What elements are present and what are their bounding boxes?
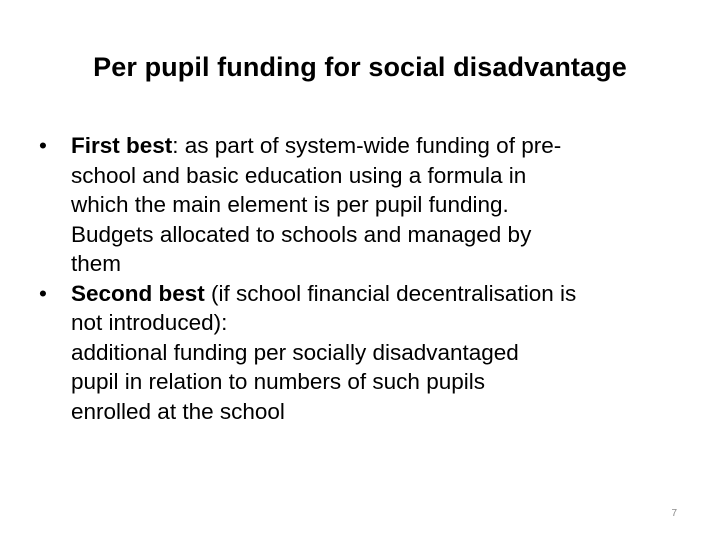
bullet-line [71, 279, 696, 309]
bullet-line: not introduced): [71, 310, 228, 335]
bullet-icon: • [39, 280, 47, 306]
bullet-line: school and basic education using a formula in [71, 162, 527, 188]
bullet-line: additional funding per socially disadvantaged [71, 339, 519, 365]
bullet-text: : as part of system-wide funding of pre- [172, 133, 562, 158]
bullet-line: pupil in relation to numbers of such pupils [71, 369, 485, 394]
bullet-item-second-best [36, 279, 696, 427]
bullet-lead: Second best [71, 280, 205, 306]
bullet-line [71, 131, 696, 161]
bullet-line: enrolled at the school [71, 398, 285, 424]
bullet-list [36, 131, 696, 426]
bullet-icon: • [39, 133, 47, 158]
bullet-item-first-best [36, 131, 696, 279]
bullet-lead: First best [71, 133, 173, 158]
slide-title: Per pupil funding for social disadvantage [93, 52, 627, 82]
bullet-line: Budgets allocated to schools and managed by [71, 221, 532, 247]
bullet-line: them [71, 251, 122, 276]
page-number: 7 [671, 508, 677, 519]
bullet-line: which the main element is per pupil funding. [71, 192, 509, 217]
bullet-text: (if school financial decentralisation is [204, 280, 577, 306]
